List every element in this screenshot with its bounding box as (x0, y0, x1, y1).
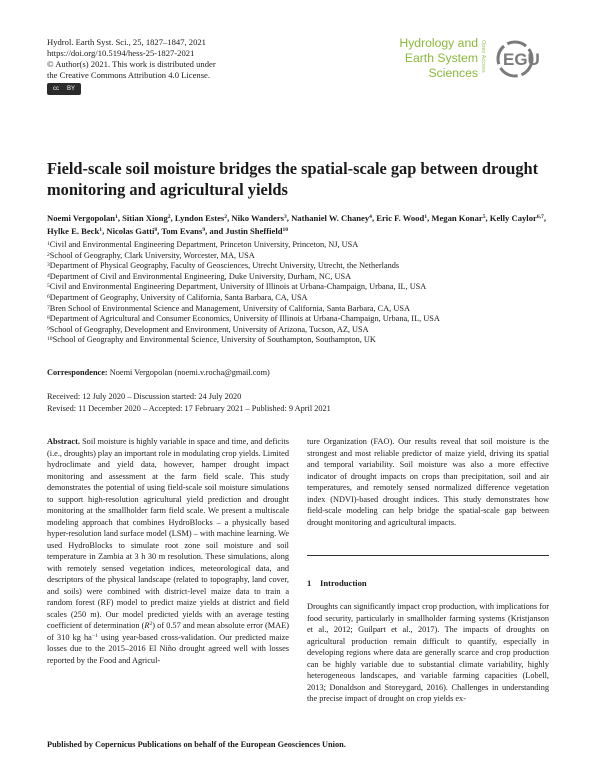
affiliation-number: 10 (47, 336, 53, 343)
r2-exponent: 2 (149, 621, 153, 627)
cc-by-license-badge[interactable] (47, 83, 81, 95)
abstract-right-column: ture Organization (FAO). Our results reveal that soil moisture is the strongest and most reliable predictor of maize yield, driving its spatial and temporal variability. Soil moisture was also a more effective indicator of drought impacts on crops than precipitation, soil and air temperatures, and remotely sensed normalized difference vegetation index (NDVI)-based drought indices. This study demonstrates how field-scale modeling can help bridge the spatial-scale gap between drought monitoring and agricultural impacts. (307, 437, 549, 527)
affiliation-item (47, 304, 557, 315)
introduction-text: Droughts can significantly impact crop production, with implications for food security, particularly in smallholder farming systems (Kristjanson et al., 2012; Guilpart et al., 2017). The impacts of droughts on agricultural production remain difficult to quantify, especially in developing regions where data are generally scarce and crop production can be highly variable due to substantial climate variability, highly heterogeneous landscapes, and variable farming capacities (Lobell, 2013; Donaldson and Storeygard, 2016). Challenges in understanding the precise impact of drought on crop yields ex- (307, 602, 549, 703)
open-access-label: Open Access (480, 40, 486, 73)
abstract-label: Abstract. (47, 437, 80, 446)
affiliation-text: Civil and Environmental Engineering Department, Princeton University, Princeton, NJ, USA (49, 240, 359, 249)
author-name: Eric F. Wood (376, 213, 425, 223)
affiliation-item (47, 293, 557, 304)
author-list: Noemi Vergopolan$^1$, Sitian Xiong$^2$, Lyndon Estes$^2$, Niko Wanders$^3$, Nathaniel W. Chaney$^4$, Eric F. Wood$^1$, Megan Konar$^5$, Kelly Caylor$^{6,7}$, Hylke E. Beck$^1$, Nicolas Gatti$^8$, Tom Evans$^9$, and Justin Sheffield$^{10}$ (47, 213, 546, 236)
author-name: Hylke E. Beck (47, 226, 100, 236)
r2-symbol: R (144, 621, 150, 630)
affiliation-item (47, 282, 557, 293)
author-affiliation-marker: 4 (369, 214, 372, 220)
abstract-text: using year-based cross-validation. Our predicted maize losses due to the 2015–2016 El Niño drought agreed well with losses reported by the Food and Agricul- (47, 632, 289, 665)
author-name: Nicolas Gatti (106, 226, 155, 236)
affiliation-number: 4 (47, 272, 50, 279)
author-affiliation-marker: 10 (282, 227, 289, 233)
author-name: Megan Konar (431, 213, 483, 223)
journal-name (380, 36, 478, 81)
correspondence-label: Correspondence: (47, 368, 108, 377)
author-affiliation-marker: 6,7 (536, 214, 544, 220)
affiliation-list (47, 240, 557, 346)
journal-name-line: Sciences (428, 66, 478, 80)
affiliation-item (47, 272, 557, 283)
author-affiliation-marker: 8 (154, 227, 158, 233)
affiliation-text: Department of Agricultural and Consumer Economics, University of Illinois at Urbana-Champaign, Urbana, IL, USA (49, 314, 440, 324)
affiliation-item (47, 325, 557, 336)
author-name: Justin Sheffield (225, 226, 283, 236)
abstract-text: Soil moisture is highly variable in space and time, and deficits (i.e., droughts) play an important role in modulating crop yields. Limited hydroclimate and yield data, however, hamper drought impact monitoring and assessment at the farm field scale. This study demonstrates the potential of using field-scale soil moisture simulations to support high-resolution agricultural yield prediction and drought monitoring at the smallholder farm field scale. We present a multiscale modeling approach that combines HydroBlocks – a physically based hyper-resolution land surface model (LSM) – with machine learning. We used HydroBlocks to simulate root zone soil moisture and soil temperature in Zambia at 3 h 30 m resolution. These simulations, along with remotely sensed vegetation indices, meteorological data, and descriptors of the physical landscape (related to topography, land cover, and soils) were combined with district-level maize data to train a random forest (RF) model to predict maize yields at district and field scales (250 m). Our model predicted yields with an average testing coefficient of determination ( (47, 437, 290, 630)
section-divider (307, 555, 549, 556)
publisher-footer: Published by Copernicus Publications on behalf of the European Geosciences Union. (47, 740, 346, 749)
author-name: Sitian Xiong (122, 213, 168, 223)
affiliation-number: 2 (47, 251, 50, 258)
journal-name-line: Earth System (404, 51, 478, 65)
author-name: Nathaniel W. Chaney (291, 213, 370, 223)
publication-dates (47, 391, 331, 414)
copyright-line: © Author(s) 2021. This work is distributed under (47, 59, 216, 69)
affiliation-text: Bren School of Environmental Science and Management, University of California, Santa Barbara, CA, USA (49, 303, 410, 313)
affiliation-number: 3 (47, 262, 50, 269)
author-affiliation-marker: 2 (167, 214, 171, 220)
author-affiliation-marker: 3 (284, 214, 287, 220)
abstract-left-column (47, 436, 289, 666)
affiliation-number: 7 (47, 304, 50, 311)
section-title: Introduction (320, 578, 367, 588)
affiliation-text: Department of Civil and Environmental Engineering, Duke University, Durham, NC, USA (49, 271, 352, 281)
citation-line: Hydrol. Earth Syst. Sci., 25, 1827–1847, 2021 (47, 37, 206, 47)
affiliation-item (47, 314, 557, 325)
revised-date: Revised: 11 December 2020 – Accepted: 17 February 2021 – Published: 9 April 2021 (47, 403, 331, 413)
author-name: Niko Wanders (231, 213, 284, 223)
affiliation-text: School of Geography, Clark University, Worcester, MA, USA (49, 250, 255, 260)
affiliation-text: School of Geography, Development and Environment, University of Arizona, Tucson, AZ, USA (49, 324, 369, 334)
author-name: Kelly Caylor (489, 213, 537, 223)
affiliation-number: 9 (47, 325, 50, 332)
affiliation-text: Civil and Environmental Engineering Department, University of Illinois at Urbana-Champaign, Urbana, IL, USA (49, 282, 427, 292)
journal-name-line: Hydrology and (399, 36, 478, 50)
doi-link[interactable]: https://doi.org/10.5194/hess-25-1827-2021 (47, 48, 195, 58)
egu-logo-text: EGU (503, 50, 540, 69)
affiliation-text: Department of Geography, University of California, Santa Barbara, CA, USA (49, 292, 308, 302)
author-affiliation-marker: 1 (115, 214, 118, 220)
author-affiliation-marker: 1 (424, 214, 428, 220)
affiliation-item (47, 251, 557, 262)
egu-logo (495, 38, 547, 80)
affiliation-item (47, 261, 557, 272)
correspondence-email[interactable]: Noemi Vergopolan (noemi.v.rocha@gmail.com) (109, 368, 270, 377)
abstract-text: ) of 0.57 and mean absolute error (MAE) of 310 kg ha (47, 621, 289, 642)
author-name: Lyndon Estes (174, 213, 225, 223)
cc-badge-text: cc (52, 86, 59, 92)
received-date: Received: 12 July 2020 – Discussion started: 24 July 2020 (47, 392, 242, 401)
paper-title: Field-scale soil moisture bridges the spatial-scale gap between drought monitoring and agricultural yields (47, 159, 539, 199)
affiliation-item (47, 240, 557, 251)
affiliation-number: 5 (47, 283, 50, 290)
affiliation-number: 8 (47, 315, 50, 322)
affiliation-text: Department of Physical Geography, Faculty of Geosciences, Utrecht University, Utrecht, the Netherlands (49, 261, 400, 271)
unit-exponent: −1 (91, 632, 98, 639)
section-number: 1 (307, 578, 312, 588)
author-name: Tom Evans (161, 226, 203, 236)
by-badge-text: BY (66, 86, 75, 92)
author-affiliation-marker: 5 (482, 214, 486, 220)
affiliation-item (47, 335, 557, 346)
affiliation-number: 6 (47, 293, 50, 300)
affiliation-number: 1 (47, 241, 50, 247)
author-affiliation-marker: 2 (224, 214, 228, 220)
author-affiliation-marker: 9 (202, 227, 206, 233)
license-line: the Creative Commons Attribution 4.0 License. (47, 70, 211, 80)
affiliation-text: School of Geography and Environmental Science, University of Southampton, Southampton, UK (52, 335, 376, 345)
correspondence (47, 368, 270, 377)
author-name: Noemi Vergopolan (47, 213, 116, 223)
author-affiliation-marker: 1 (99, 227, 103, 233)
section-heading (307, 578, 367, 588)
journal-citation-header (47, 37, 277, 81)
